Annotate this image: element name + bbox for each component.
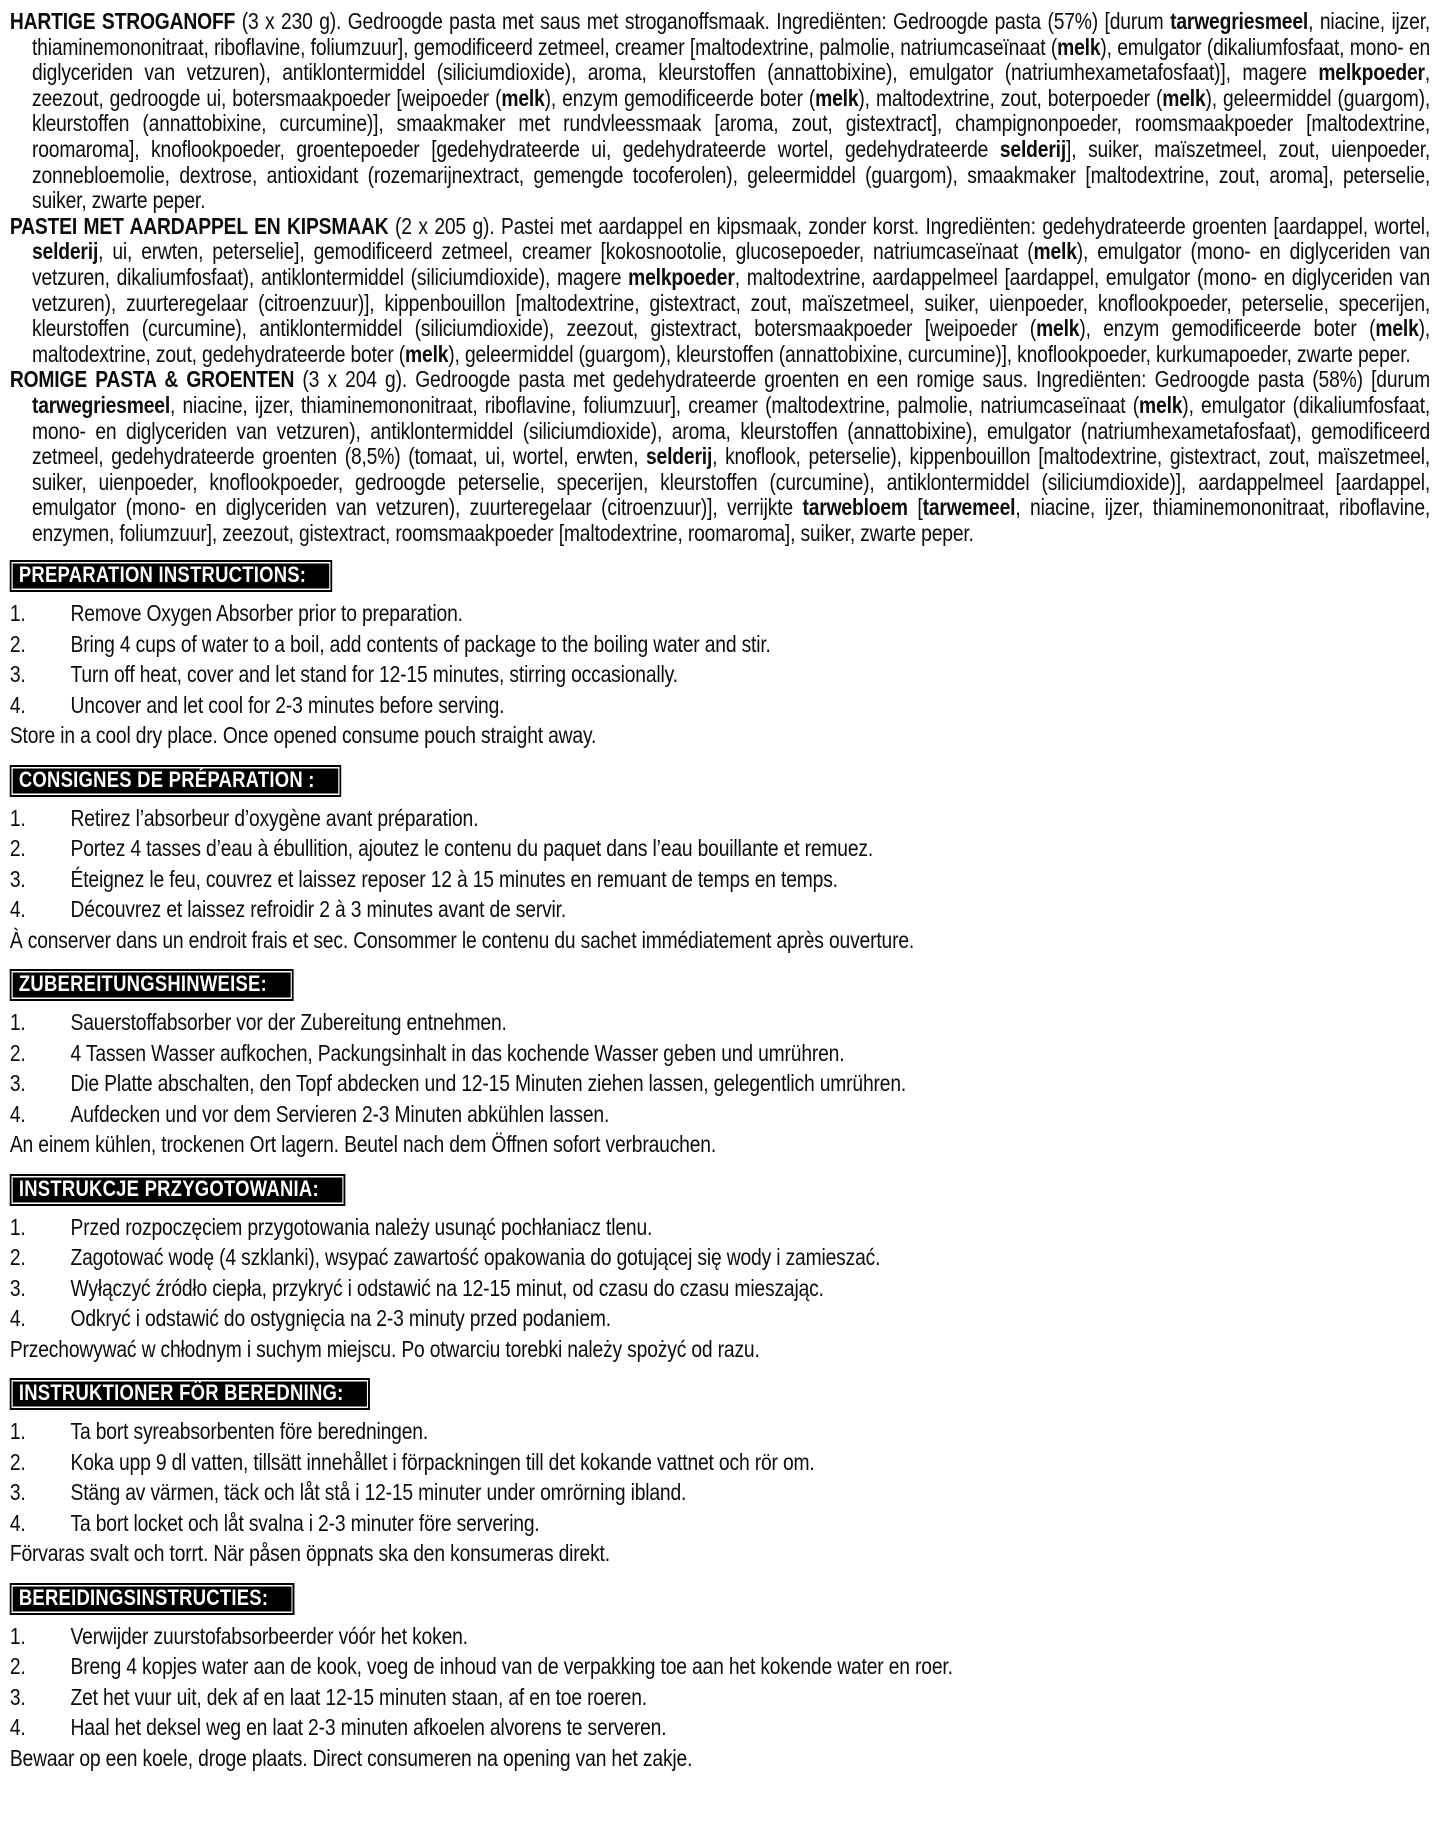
step-text: Ta bort syreabsorbenten före beredningen. xyxy=(70,1418,429,1445)
ingredients-block xyxy=(10,9,1430,546)
step-item xyxy=(10,1651,1430,1682)
step-number: 2. xyxy=(9,1653,26,1680)
step-item xyxy=(10,1621,1430,1652)
step-number: 3. xyxy=(9,1683,26,1710)
step-number: 4. xyxy=(9,1305,26,1332)
step-text: Die Platte abschalten, den Topf abdecken und 12-15 Minuten ziehen lassen, gelegentlich umrühren. xyxy=(70,1070,907,1097)
step-item xyxy=(10,864,1430,895)
step-number: 1. xyxy=(9,1418,26,1445)
step-item xyxy=(10,1712,1430,1743)
step-number: 1. xyxy=(9,1622,26,1649)
step-item xyxy=(10,598,1430,629)
prep-section-french xyxy=(10,765,1430,956)
step-item xyxy=(10,1303,1430,1334)
step-text: Remove Oxygen Absorber prior to preparation. xyxy=(70,600,463,627)
step-text: Przed rozpoczęciem przygotowania należy usunąć pochłaniacz tlenu. xyxy=(70,1213,653,1240)
step-text: Éteignez le feu, couvrez et laissez reposer 12 à 15 minutes en remuant de temps en temps. xyxy=(70,865,838,892)
step-number: 1. xyxy=(9,600,26,627)
storage-note-swedish: Förvaras svalt och torrt. När påsen öppnats ska den konsumeras direkt. xyxy=(9,1540,610,1567)
step-item xyxy=(10,629,1430,660)
step-number: 1. xyxy=(9,1213,26,1240)
step-text: Découvrez et laissez refroidir 2 à 3 minutes avant de servir. xyxy=(70,896,567,923)
step-item xyxy=(10,1682,1430,1713)
step-text: Bring 4 cups of water to a boil, add contents of package to the boiling water and stir. xyxy=(70,630,771,657)
step-item xyxy=(10,894,1430,925)
step-number: 3. xyxy=(9,1479,26,1506)
step-number: 2. xyxy=(9,630,26,657)
ingredients-paragraph-romige-pasta-en-groenten: ROMIGE PASTA & GROENTEN (3 x 204 g). Gedroogde pasta met gedehydrateerde groenten en een romige saus. Ingrediënten: Gedroogde pasta (58%) [durum tarwegriesmeel, niacine, ijzer, thiaminemononitraat, riboflavine, foliumzuur], creamer (maltodextrine, palmolie, natriumcaseïnaat (melk), emulgator (dikaliumfosfaat, mono- en diglyceriden van vetzuren), antiklontermiddel (siliciumdioxide), aroma, kleurstoffen (annattobixine), emulgator (natriumhexametafosfaat), gemodificeerd zetmeel, gedehydrateerde groenten (8,5%) (tomaat, ui, wortel, erwten, selderij, knoflook, peterselie), kippenbouillon [maltodextrine, gistextract, zout, maïszetmeel, suiker, uienpoeder, knoflookpoeder, gedroogde peterselie, specerijen, kleurstoffen (curcumine), antiklontermiddel (siliciumdioxide)], aardappelmeel [aardappel, emulgator (mono- en diglyceriden van vetzuren), zuurteregelaar (citroenzuur)], verrijkte tarwebloem [tarwemeel, niacine, ijzer, thiaminemononitraat, riboflavine, enzymen, foliumzuur], zeezout, gistextract, roomsmaakpoeder [maltodextrine, roomaroma], suiker, zwarte peper. xyxy=(9,366,1431,546)
step-number: 4. xyxy=(9,1714,26,1741)
prep-section-polish xyxy=(10,1174,1430,1365)
prep-section-swedish xyxy=(10,1378,1430,1569)
step-number: 3. xyxy=(9,1070,26,1097)
step-number: 2. xyxy=(9,1039,26,1066)
step-text: Portez 4 tasses d’eau à ébullition, ajoutez le contenu du paquet dans l’eau bouillante et remuez. xyxy=(70,835,874,862)
step-text: Odkryć i odstawić do ostygnięcia na 2-3 minuty przed podaniem. xyxy=(70,1305,611,1332)
step-text: Zet het vuur uit, dek af en laat 12-15 minuten staan, af en toe roeren. xyxy=(70,1683,647,1710)
step-number: 1. xyxy=(9,1009,26,1036)
prep-section-english xyxy=(10,560,1430,751)
section-header-polish: INSTRUKCJE PRZYGOTOWANIA: xyxy=(10,1174,345,1206)
storage-note-dutch: Bewaar op een koele, droge plaats. Direct consumeren na opening van het zakje. xyxy=(9,1744,693,1771)
step-number: 4. xyxy=(9,691,26,718)
step-list xyxy=(10,1007,1430,1129)
step-text: Wyłączyć źródło ciepła, przykryć i odstawić na 12-15 minut, od czasu do czasu mieszając. xyxy=(70,1274,824,1301)
step-text: Aufdecken und vor dem Servieren 2-3 Minuten abkühlen lassen. xyxy=(70,1100,610,1127)
section-header-french: CONSIGNES DE PRÉPARATION : xyxy=(10,765,341,797)
step-item xyxy=(10,803,1430,834)
step-number: 1. xyxy=(9,804,26,831)
step-item xyxy=(10,1242,1430,1273)
step-item xyxy=(10,690,1430,721)
step-text: Koka upp 9 dl vatten, tillsätt innehållet i förpackningen till det kokande vattnet och rör om. xyxy=(70,1448,815,1475)
step-list xyxy=(10,1212,1430,1334)
step-number: 3. xyxy=(9,865,26,892)
step-number: 3. xyxy=(9,1274,26,1301)
step-number: 2. xyxy=(9,1244,26,1271)
step-text: Turn off heat, cover and let stand for 12-15 minutes, stirring occasionally. xyxy=(70,661,678,688)
step-text: Uncover and let cool for 2-3 minutes before serving. xyxy=(70,691,505,718)
step-list xyxy=(10,598,1430,720)
step-number: 4. xyxy=(9,1100,26,1127)
step-item xyxy=(10,1273,1430,1304)
step-item xyxy=(10,1508,1430,1539)
section-header-swedish: INSTRUKTIONER FÖR BEREDNING: xyxy=(10,1378,370,1410)
section-header-dutch: BEREIDINGSINSTRUCTIES: xyxy=(10,1583,295,1615)
step-text: Zagotować wodę (4 szklanki), wsypać zawartość opakowania do gotującej się wody i zamieszać. xyxy=(70,1244,881,1271)
ingredients-paragraph-pastei-met-aardappel-en-kipsmaak: PASTEI MET AARDAPPEL EN KIPSMAAK (2 x 205 g). Pastei met aardappel en kipsmaak, zonder korst. Ingrediënten: gedehydrateerde groenten [aardappel, wortel, selderij, ui, erwten, peterselie], gemodificeerd zetmeel, creamer [kokosnootolie, glucosepoeder, natriumcaseïnaat (melk), emulgator (mono- en diglyceriden van vetzuren, dikaliumfosfaat), antiklontermiddel (siliciumdioxide), magere melkpoeder, maltodextrine, aardappelmeel [aardappel, emulgator (mono- en diglyceriden van vetzuren), zuurteregelaar (citroenzuur)], kippenbouillon [maltodextrine, gistextract, zout, maïszetmeel, suiker, uienpoeder, knoflookpoeder, peterselie, specerijen, kleurstoffen (curcumine), antiklontermiddel (siliciumdioxide), zeezout, gistextract, botersmaakpoeder [weipoeder (melk), enzym gemodificeerde boter (melk), maltodextrine, zout, gedehydrateerde boter (melk), geleermiddel (guargom), kleurstoffen (annattobixine, curcumine)], knoflookpoeder, kurkumapoeder, zwarte peper. xyxy=(9,212,1431,367)
storage-note-polish: Przechowywać w chłodnym i suchym miejscu. Po otwarciu torebki należy spożyć od razu. xyxy=(9,1335,760,1362)
step-number: 4. xyxy=(9,896,26,923)
step-list xyxy=(10,1416,1430,1538)
step-item xyxy=(10,1007,1430,1038)
section-header-english: PREPARATION INSTRUCTIONS: xyxy=(10,560,333,592)
prep-section-german xyxy=(10,969,1430,1160)
step-item xyxy=(10,1447,1430,1478)
step-list xyxy=(10,803,1430,925)
step-text: Stäng av värmen, täck och låt stå i 12-15 minuter under omrörning ibland. xyxy=(70,1479,687,1506)
step-item xyxy=(10,1099,1430,1130)
step-text: Sauerstoffabsorber vor der Zubereitung entnehmen. xyxy=(70,1009,507,1036)
section-header-german: ZUBEREITUNGSHINWEISE: xyxy=(10,969,293,1001)
step-text: Haal het deksel weg en laat 2-3 minuten afkoelen alvorens te serveren. xyxy=(70,1714,667,1741)
step-number: 2. xyxy=(9,1448,26,1475)
step-text: Retirez l’absorbeur d’oxygène avant préparation. xyxy=(70,804,479,831)
step-number: 4. xyxy=(9,1509,26,1536)
step-item xyxy=(10,833,1430,864)
prep-section-dutch xyxy=(10,1583,1430,1774)
step-item xyxy=(10,1038,1430,1069)
step-item xyxy=(10,1416,1430,1447)
step-item xyxy=(10,1477,1430,1508)
storage-note-german: An einem kühlen, trockenen Ort lagern. Beutel nach dem Öffnen sofort verbrauchen. xyxy=(9,1131,717,1158)
step-number: 3. xyxy=(9,661,26,688)
storage-note-french: À conserver dans un endroit frais et sec. Consommer le contenu du sachet immédiatement après ouverture. xyxy=(9,926,915,953)
storage-note-english: Store in a cool dry place. Once opened consume pouch straight away. xyxy=(9,722,597,749)
step-number: 2. xyxy=(9,835,26,862)
ingredients-paragraph-hartige-stroganoff: HARTIGE STROGANOFF (3 x 230 g). Gedroogde pasta met saus met stroganoffsmaak. Ingrediënten: Gedroogde pasta (57%) [durum tarwegriesmeel, niacine, ijzer, thiaminemononitraat, riboflavine, foliumzuur], gemodificeerd zetmeel, creamer [maltodextrine, palmolie, natriumcaseïnaat (melk), emulgator (dikaliumfosfaat, mono- en diglyceriden van vetzuren), antiklontermiddel (siliciumdioxide), aroma, kleurstoffen (annattobixine), emulgator (natriumhexametafosfaat)], magere melkpoeder, zeezout, gedroogde ui, botersmaakpoeder [weipoeder (melk), enzym gemodificeerde boter (melk), maltodextrine, zout, boterpoeder (melk), geleermiddel (guargom), kleurstoffen (annattobixine, curcumine)], smaakmaker met rundvleessmaak [aroma, zout, gistextract], champignonpoeder, roomsmaakpoeder [maltodextrine, roomaroma], knoflookpoeder, groentepoeder [gedehydrateerde ui, gedehydrateerde wortel, gedehydrateerde selderij], suiker, maïszetmeel, zout, uienpoeder, zonnebloemolie, dextrose, antioxidant (rozemarijnextract, gemengde tocoferolen), geleermiddel (guargom), smaakmaker [maltodextrine, zout, aroma], peterselie, suiker, zwarte peper. xyxy=(9,8,1431,214)
step-item xyxy=(10,1212,1430,1243)
step-text: 4 Tassen Wasser aufkochen, Packungsinhalt in das kochende Wasser geben und umrühren. xyxy=(70,1039,845,1066)
step-text: Breng 4 kopjes water aan de kook, voeg de inhoud van de verpakking toe aan het kokende water en roer. xyxy=(70,1653,953,1680)
step-item xyxy=(10,1068,1430,1099)
step-text: Verwijder zuurstofabsorbeerder vóór het koken. xyxy=(70,1622,468,1649)
step-item xyxy=(10,659,1430,690)
step-text: Ta bort locket och låt svalna i 2-3 minuter före servering. xyxy=(70,1509,540,1536)
step-list xyxy=(10,1621,1430,1743)
